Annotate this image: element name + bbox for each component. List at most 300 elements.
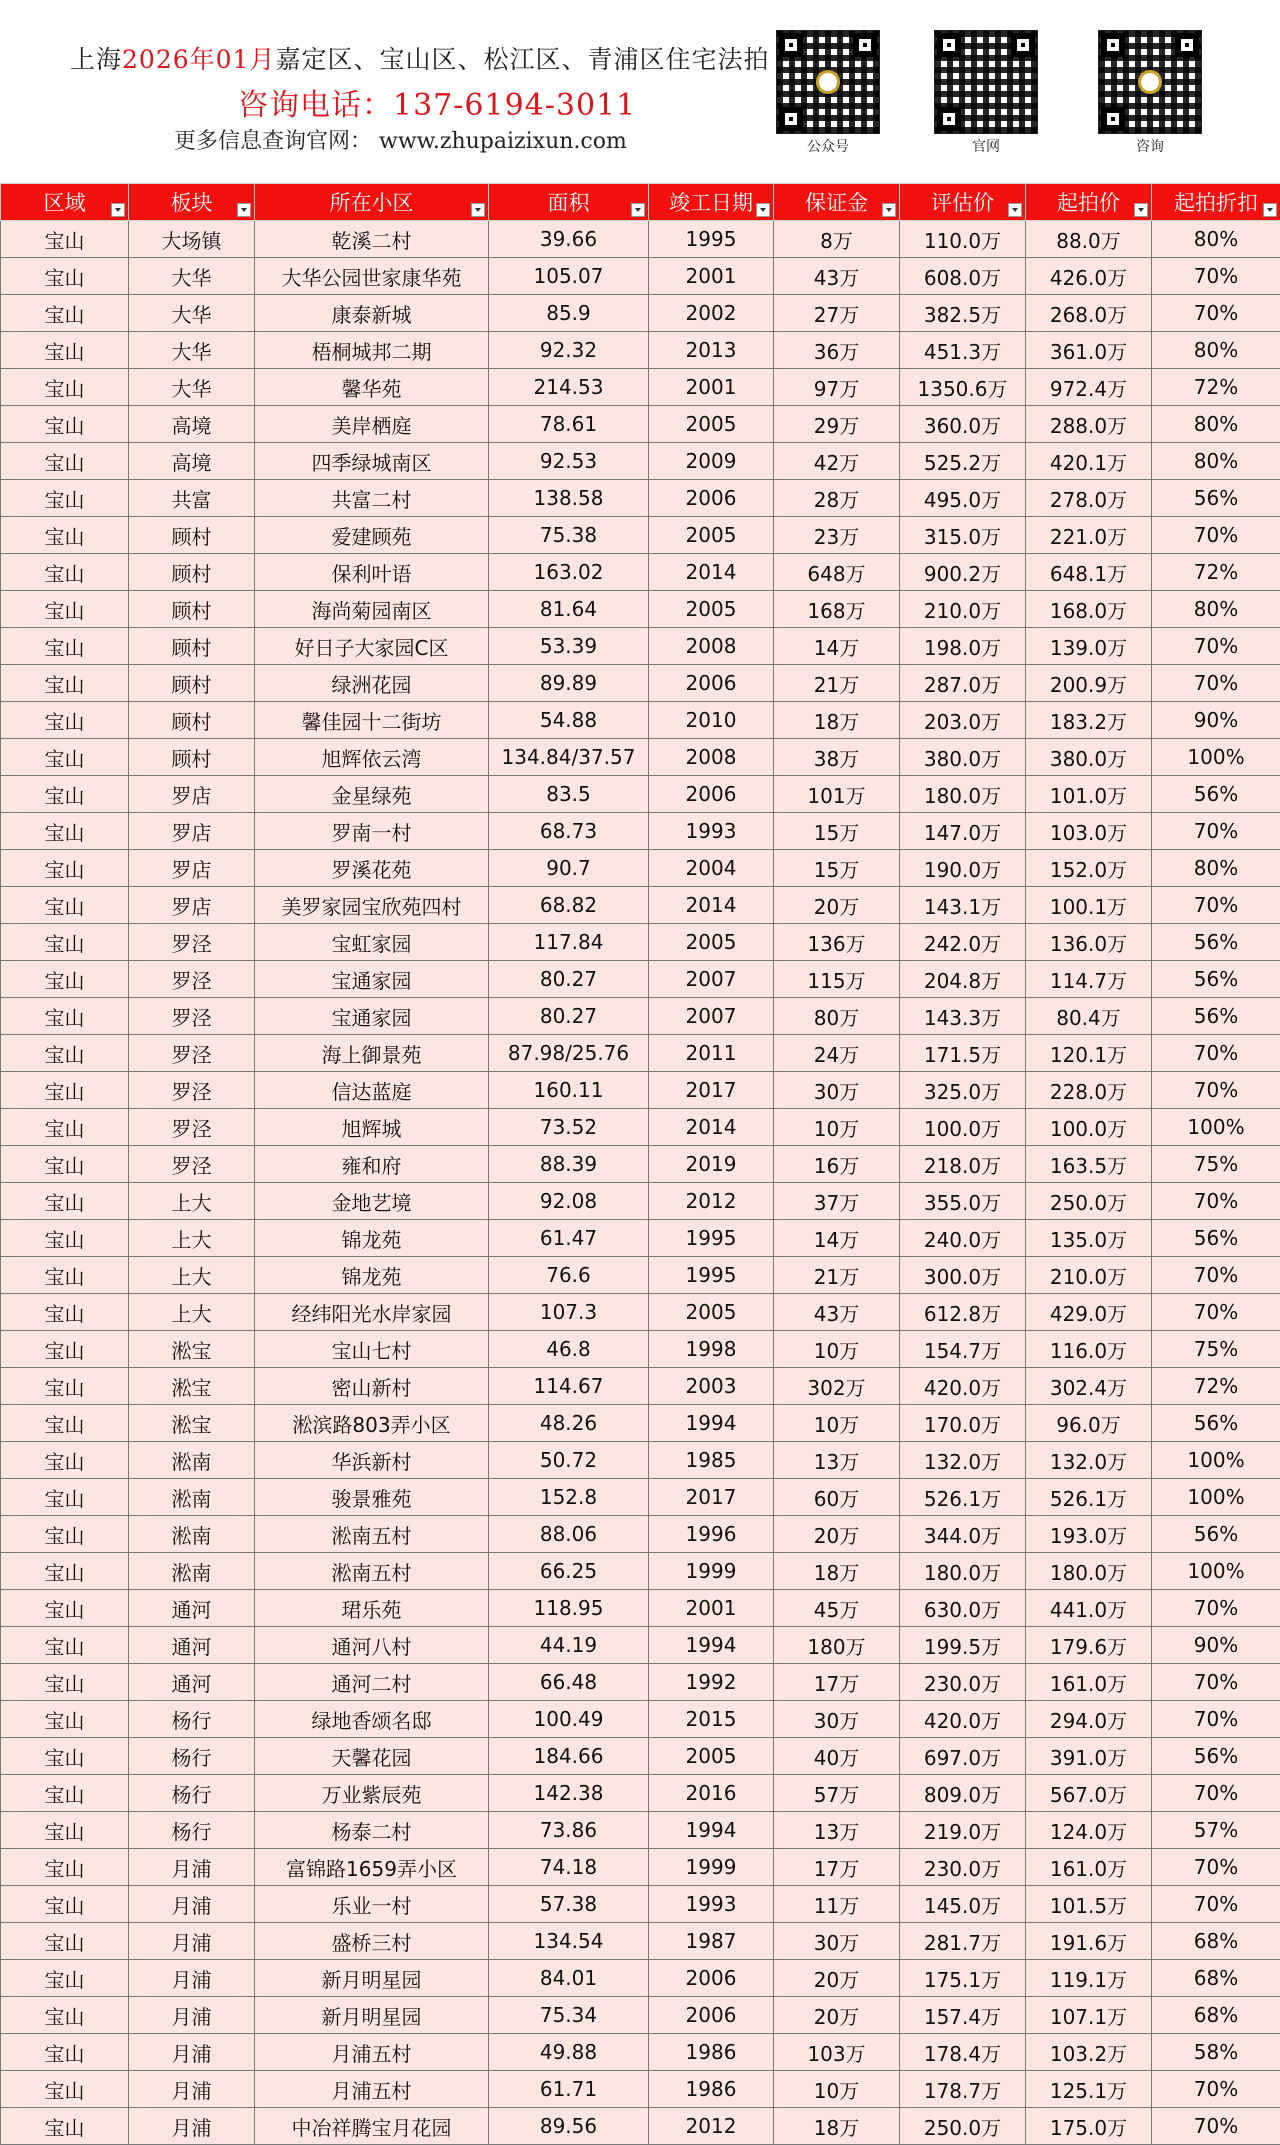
table-cell: 美岸栖庭	[255, 406, 489, 443]
table-cell: 70%	[1152, 813, 1280, 850]
table-row	[1, 665, 1280, 702]
column-header[interactable]	[900, 184, 1026, 221]
title-prefix: 上海	[70, 45, 123, 74]
table-cell: 宝山	[1, 628, 129, 665]
table-cell: 宝山	[1, 1701, 129, 1738]
table-cell: 136万	[774, 924, 900, 961]
table-cell: 10万	[774, 2071, 900, 2108]
table-cell: 90%	[1152, 1627, 1280, 1664]
table-cell: 30万	[774, 1072, 900, 1109]
table-row	[1, 2034, 1280, 2071]
table-cell: 135.0万	[1026, 1220, 1152, 1257]
table-row	[1, 1146, 1280, 1183]
table-cell: 宝山	[1, 1331, 129, 1368]
table-cell: 451.3万	[900, 332, 1026, 369]
table-cell: 134.54	[489, 1923, 649, 1960]
column-header[interactable]	[255, 184, 489, 221]
table-cell: 10万	[774, 1405, 900, 1442]
qr-code-icon	[934, 30, 1038, 134]
table-cell: 1994	[649, 1405, 774, 1442]
table-cell: 161.0万	[1026, 1849, 1152, 1886]
table-cell: 56%	[1152, 1738, 1280, 1775]
table-cell: 39.66	[489, 221, 649, 258]
table-cell: 海尚菊园南区	[255, 591, 489, 628]
table-cell: 73.86	[489, 1812, 649, 1849]
table-cell: 罗店	[129, 850, 255, 887]
table-cell: 136.0万	[1026, 924, 1152, 961]
table-cell: 淞滨路803弄小区	[255, 1405, 489, 1442]
table-cell: 80%	[1152, 332, 1280, 369]
table-row	[1, 1849, 1280, 1886]
table-cell: 2010	[649, 702, 774, 739]
table-cell: 809.0万	[900, 1775, 1026, 1812]
table-cell: 68%	[1152, 1960, 1280, 1997]
table-cell: 2006	[649, 1960, 774, 1997]
table-cell: 宝山	[1, 1960, 129, 1997]
table-cell: 通河	[129, 1664, 255, 1701]
table-cell: 宝山七村	[255, 1331, 489, 1368]
table-cell: 120.1万	[1026, 1035, 1152, 1072]
qr-caption: 咨询	[1136, 139, 1164, 155]
table-cell: 1986	[649, 2034, 774, 2071]
table-cell: 175.0万	[1026, 2108, 1152, 2145]
table-cell: 70%	[1152, 2071, 1280, 2108]
table-cell: 74.18	[489, 1849, 649, 1886]
table-cell: 180.0万	[1026, 1553, 1152, 1590]
table-cell: 宝山	[1, 813, 129, 850]
table-cell: 月浦五村	[255, 2034, 489, 2071]
table-cell: 38万	[774, 739, 900, 776]
table-cell: 70%	[1152, 1072, 1280, 1109]
table-cell: 119.1万	[1026, 1960, 1152, 1997]
table-cell: 75.34	[489, 1997, 649, 2034]
table-cell: 14万	[774, 628, 900, 665]
table-cell: 2006	[649, 480, 774, 517]
table-cell: 宝山	[1, 1109, 129, 1146]
qr-code-icon	[1098, 30, 1202, 134]
table-cell: 56%	[1152, 1220, 1280, 1257]
table-cell: 115万	[774, 961, 900, 998]
column-header[interactable]	[489, 184, 649, 221]
column-header[interactable]	[129, 184, 255, 221]
table-cell: 228.0万	[1026, 1072, 1152, 1109]
table-cell: 淞南	[129, 1442, 255, 1479]
filter-dropdown-icon[interactable]	[631, 203, 645, 217]
table-cell: 101.5万	[1026, 1886, 1152, 1923]
table-row	[1, 1701, 1280, 1738]
table-cell: 顾村	[129, 628, 255, 665]
table-cell: 154.7万	[900, 1331, 1026, 1368]
table-cell: 198.0万	[900, 628, 1026, 665]
table-cell: 绿地香颂名邸	[255, 1701, 489, 1738]
qr-wechat[interactable]	[776, 30, 880, 156]
table-cell: 大场镇	[129, 221, 255, 258]
column-header[interactable]	[1152, 184, 1280, 221]
table-cell: 24万	[774, 1035, 900, 1072]
table-cell: 宝山	[1, 887, 129, 924]
table-cell: 242.0万	[900, 924, 1026, 961]
table-row	[1, 1479, 1280, 1516]
column-header-label: 保证金	[805, 191, 868, 215]
table-cell: 新月明星园	[255, 1997, 489, 2034]
table-cell: 56%	[1152, 776, 1280, 813]
table-cell: 罗溪花苑	[255, 850, 489, 887]
table-row	[1, 1331, 1280, 1368]
column-header[interactable]	[774, 184, 900, 221]
table-cell: 697.0万	[900, 1738, 1026, 1775]
table-cell: 70%	[1152, 517, 1280, 554]
table-cell: 100%	[1152, 1109, 1280, 1146]
table-cell: 梧桐城邦二期	[255, 332, 489, 369]
table-cell: 宝山	[1, 1664, 129, 1701]
table-cell: 顾村	[129, 517, 255, 554]
table-cell: 2005	[649, 1738, 774, 1775]
table-cell: 2015	[649, 1701, 774, 1738]
table-cell: 月浦	[129, 1960, 255, 1997]
table-cell: 宝山	[1, 961, 129, 998]
table-cell: 30万	[774, 1701, 900, 1738]
table-cell: 70%	[1152, 1775, 1280, 1812]
table-cell: 1350.6万	[900, 369, 1026, 406]
table-cell: 宝山	[1, 1997, 129, 2034]
table-cell: 宝山	[1, 554, 129, 591]
table-row	[1, 1923, 1280, 1960]
table-cell: 100%	[1152, 1553, 1280, 1590]
table-cell: 月浦	[129, 2034, 255, 2071]
table-cell: 92.08	[489, 1183, 649, 1220]
table-cell: 2017	[649, 1072, 774, 1109]
table-cell: 139.0万	[1026, 628, 1152, 665]
table-cell: 宝山	[1, 1368, 129, 1405]
table-cell: 250.0万	[900, 2108, 1026, 2145]
table-cell: 信达蓝庭	[255, 1072, 489, 1109]
column-header[interactable]	[1026, 184, 1152, 221]
table-row	[1, 221, 1280, 258]
table-cell: 103万	[774, 2034, 900, 2071]
table-cell: 45万	[774, 1590, 900, 1627]
table-cell: 宝山	[1, 1553, 129, 1590]
website-line: 更多信息查询官网： www.zhupaizixun.com	[174, 129, 627, 154]
table-cell: 通河	[129, 1590, 255, 1627]
table-cell: 宝山	[1, 1442, 129, 1479]
table-cell: 宝山	[1, 443, 129, 480]
table-cell: 2008	[649, 739, 774, 776]
table-cell: 宝通家园	[255, 998, 489, 1035]
table-cell: 宝山	[1, 924, 129, 961]
table-cell: 2005	[649, 924, 774, 961]
table-row	[1, 1997, 1280, 2034]
table-cell: 66.48	[489, 1664, 649, 1701]
table-cell: 华浜新村	[255, 1442, 489, 1479]
table-cell: 391.0万	[1026, 1738, 1152, 1775]
filter-dropdown-icon[interactable]	[882, 203, 896, 217]
table-cell: 107.3	[489, 1294, 649, 1331]
table-row	[1, 1516, 1280, 1553]
table-cell: 85.9	[489, 295, 649, 332]
table-cell: 8万	[774, 221, 900, 258]
table-cell: 2007	[649, 998, 774, 1035]
table-cell: 80.27	[489, 998, 649, 1035]
table-cell: 1986	[649, 2071, 774, 2108]
table-cell: 80%	[1152, 443, 1280, 480]
title-date: 2026年01月	[122, 45, 276, 74]
table-cell: 罗泾	[129, 998, 255, 1035]
table-row	[1, 591, 1280, 628]
table-cell: 月浦	[129, 2108, 255, 2145]
table-cell: 宝山	[1, 1923, 129, 1960]
table-row	[1, 776, 1280, 813]
filter-dropdown-icon[interactable]	[1134, 203, 1148, 217]
table-cell: 138.58	[489, 480, 649, 517]
table-cell: 382.5万	[900, 295, 1026, 332]
table-body	[1, 221, 1280, 2145]
table-cell: 上大	[129, 1220, 255, 1257]
table-cell: 43万	[774, 258, 900, 295]
table-cell: 101万	[774, 776, 900, 813]
table-cell: 288.0万	[1026, 406, 1152, 443]
table-cell: 116.0万	[1026, 1331, 1152, 1368]
table-cell: 90%	[1152, 702, 1280, 739]
table-cell: 16万	[774, 1146, 900, 1183]
table-cell: 宝山	[1, 1738, 129, 1775]
table-cell: 630.0万	[900, 1590, 1026, 1627]
table-cell: 420.0万	[900, 1701, 1026, 1738]
column-header[interactable]	[649, 184, 774, 221]
table-cell: 76.6	[489, 1257, 649, 1294]
table-cell: 金地艺境	[255, 1183, 489, 1220]
column-header-label: 区域	[43, 191, 86, 215]
table-cell: 宝山	[1, 1516, 129, 1553]
table-cell: 宝山	[1, 1849, 129, 1886]
table-row	[1, 702, 1280, 739]
table-cell: 105.07	[489, 258, 649, 295]
table-cell: 2011	[649, 1035, 774, 1072]
table-cell: 绿洲花园	[255, 665, 489, 702]
filter-dropdown-icon[interactable]	[1263, 203, 1277, 217]
table-cell: 1996	[649, 1516, 774, 1553]
table-cell: 83.5	[489, 776, 649, 813]
table-cell: 1998	[649, 1331, 774, 1368]
table-cell: 58%	[1152, 2034, 1280, 2071]
table-cell: 宝山	[1, 702, 129, 739]
table-cell: 221.0万	[1026, 517, 1152, 554]
table-cell: 21万	[774, 665, 900, 702]
table-cell: 70%	[1152, 1294, 1280, 1331]
table-cell: 1995	[649, 221, 774, 258]
table-cell: 宝山	[1, 258, 129, 295]
table-cell: 罗泾	[129, 961, 255, 998]
table-row	[1, 406, 1280, 443]
table-cell: 163.02	[489, 554, 649, 591]
qr-consult[interactable]	[1098, 30, 1202, 156]
table-cell: 325.0万	[900, 1072, 1026, 1109]
table-cell: 罗泾	[129, 1146, 255, 1183]
table-cell: 顾村	[129, 591, 255, 628]
table-cell: 美罗家园宝欣苑四村	[255, 887, 489, 924]
table-cell: 54.88	[489, 702, 649, 739]
column-header[interactable]	[1, 184, 129, 221]
table-cell: 11万	[774, 1886, 900, 1923]
table-row	[1, 739, 1280, 776]
table-row	[1, 1035, 1280, 1072]
table-cell: 上大	[129, 1257, 255, 1294]
table-cell: 355.0万	[900, 1183, 1026, 1220]
table-cell: 经纬阳光水岸家园	[255, 1294, 489, 1331]
table-cell: 宝山	[1, 2034, 129, 2071]
table-cell: 月浦五村	[255, 2071, 489, 2108]
table-cell: 70%	[1152, 1035, 1280, 1072]
table-cell: 15万	[774, 813, 900, 850]
table-cell: 268.0万	[1026, 295, 1152, 332]
table-cell: 170.0万	[900, 1405, 1026, 1442]
table-cell: 44.19	[489, 1627, 649, 1664]
table-cell: 80%	[1152, 850, 1280, 887]
table-cell: 金星绿苑	[255, 776, 489, 813]
table-cell: 旭辉城	[255, 1109, 489, 1146]
table-cell: 淞宝	[129, 1405, 255, 1442]
table-cell: 88.39	[489, 1146, 649, 1183]
table-cell: 210.0万	[1026, 1257, 1152, 1294]
filter-dropdown-icon[interactable]	[756, 203, 770, 217]
table-cell: 88.06	[489, 1516, 649, 1553]
table-cell: 大华	[129, 295, 255, 332]
table-cell: 56%	[1152, 480, 1280, 517]
table-cell: 宝山	[1, 591, 129, 628]
table-cell: 2006	[649, 776, 774, 813]
column-header-label: 评估价	[931, 191, 994, 215]
table-cell: 月浦	[129, 1923, 255, 1960]
table-cell: 287.0万	[900, 665, 1026, 702]
table-cell: 72%	[1152, 554, 1280, 591]
table-cell: 89.56	[489, 2108, 649, 2145]
table-cell: 72%	[1152, 369, 1280, 406]
table-cell: 29万	[774, 406, 900, 443]
table-cell: 20万	[774, 1997, 900, 2034]
table-cell: 294.0万	[1026, 1701, 1152, 1738]
table-cell: 315.0万	[900, 517, 1026, 554]
table-cell: 罗泾	[129, 1072, 255, 1109]
table-cell: 17万	[774, 1849, 900, 1886]
table-cell: 230.0万	[900, 1664, 1026, 1701]
table-row	[1, 998, 1280, 1035]
qr-website[interactable]	[934, 30, 1038, 156]
table-row	[1, 1405, 1280, 1442]
table-cell: 大华	[129, 369, 255, 406]
table-cell: 56%	[1152, 924, 1280, 961]
table-cell: 宝山	[1, 1072, 129, 1109]
table-cell: 145.0万	[900, 1886, 1026, 1923]
table-cell: 114.67	[489, 1368, 649, 1405]
table-row	[1, 628, 1280, 665]
table-cell: 70%	[1152, 887, 1280, 924]
table-cell: 海上御景苑	[255, 1035, 489, 1072]
table-cell: 2002	[649, 295, 774, 332]
table-cell: 70%	[1152, 1849, 1280, 1886]
filter-dropdown-icon[interactable]	[471, 203, 485, 217]
table-cell: 132.0万	[1026, 1442, 1152, 1479]
filter-dropdown-icon[interactable]	[1008, 203, 1022, 217]
table-cell: 100%	[1152, 1479, 1280, 1516]
table-cell: 89.89	[489, 665, 649, 702]
title-suffix: 嘉定区、宝山区、松江区、青浦区住宅法拍	[275, 45, 770, 74]
table-cell: 罗店	[129, 776, 255, 813]
table-cell: 2008	[649, 628, 774, 665]
table-cell: 73.52	[489, 1109, 649, 1146]
table-cell: 1992	[649, 1664, 774, 1701]
table-cell: 380.0万	[900, 739, 1026, 776]
table-cell: 210.0万	[900, 591, 1026, 628]
table-cell: 2005	[649, 406, 774, 443]
filter-dropdown-icon[interactable]	[111, 203, 125, 217]
table-cell: 2007	[649, 961, 774, 998]
table-cell: 56%	[1152, 1516, 1280, 1553]
table-cell: 好日子大家园C区	[255, 628, 489, 665]
table-cell: 70%	[1152, 1257, 1280, 1294]
table-cell: 900.2万	[900, 554, 1026, 591]
table-cell: 28万	[774, 480, 900, 517]
table-cell: 宝山	[1, 998, 129, 1035]
table-cell: 2016	[649, 1775, 774, 1812]
table-row	[1, 1664, 1280, 1701]
table-cell: 608.0万	[900, 258, 1026, 295]
page-title	[70, 40, 769, 76]
table-cell: 2014	[649, 554, 774, 591]
table-cell: 178.4万	[900, 2034, 1026, 2071]
table-cell: 48.26	[489, 1405, 649, 1442]
table-cell: 宝山	[1, 1294, 129, 1331]
table-cell: 90.7	[489, 850, 649, 887]
table-cell: 96.0万	[1026, 1405, 1152, 1442]
table-cell: 2001	[649, 1590, 774, 1627]
table-cell: 118.95	[489, 1590, 649, 1627]
table-cell: 2004	[649, 850, 774, 887]
table-cell: 13万	[774, 1812, 900, 1849]
table-row	[1, 1257, 1280, 1294]
table-cell: 保利叶语	[255, 554, 489, 591]
table-row	[1, 258, 1280, 295]
auction-table	[0, 183, 1280, 2145]
table-cell: 27万	[774, 295, 900, 332]
table-cell: 100.49	[489, 1701, 649, 1738]
table-cell: 526.1万	[900, 1479, 1026, 1516]
table-cell: 宝山	[1, 1183, 129, 1220]
table-cell: 杨行	[129, 1738, 255, 1775]
filter-dropdown-icon[interactable]	[237, 203, 251, 217]
qr-caption: 公众号	[807, 139, 849, 155]
table-row	[1, 1960, 1280, 1997]
table-cell: 281.7万	[900, 1923, 1026, 1960]
table-cell: 宝山	[1, 1479, 129, 1516]
table-cell: 107.1万	[1026, 1997, 1152, 2034]
table-cell: 宝山	[1, 406, 129, 443]
table-row	[1, 850, 1280, 887]
table-cell: 宝通家园	[255, 961, 489, 998]
table-cell: 杨泰二村	[255, 1812, 489, 1849]
table-cell: 218.0万	[900, 1146, 1026, 1183]
table-cell: 429.0万	[1026, 1294, 1152, 1331]
table-cell: 罗南一村	[255, 813, 489, 850]
table-cell: 250.0万	[1026, 1183, 1152, 1220]
table-cell: 178.7万	[900, 2071, 1026, 2108]
table-cell: 103.2万	[1026, 2034, 1152, 2071]
table-cell: 23万	[774, 517, 900, 554]
table-row	[1, 1553, 1280, 1590]
table-cell: 高境	[129, 406, 255, 443]
table-cell: 302.4万	[1026, 1368, 1152, 1405]
table-row	[1, 517, 1280, 554]
table-row	[1, 1368, 1280, 1405]
table-cell: 219.0万	[900, 1812, 1026, 1849]
